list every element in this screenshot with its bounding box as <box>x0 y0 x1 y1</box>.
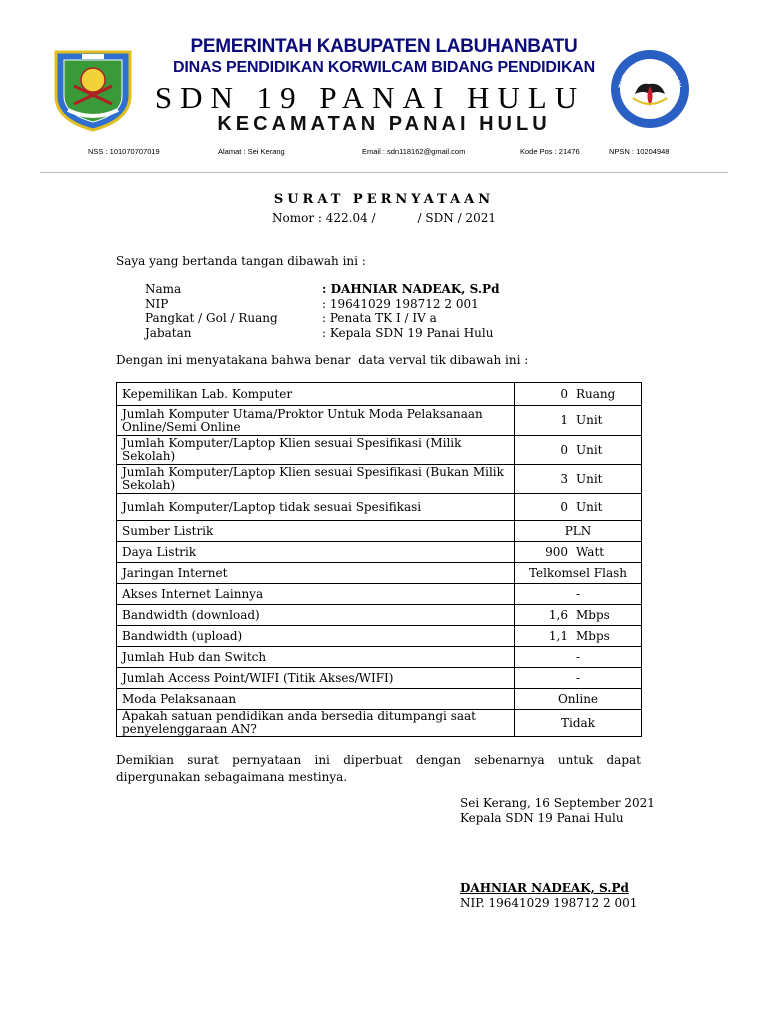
row-label: Jumlah Komputer/Laptop Klien sesuai Spesifikasi (Milik Sekolah) <box>117 436 515 465</box>
table-row <box>117 521 642 542</box>
intro-text: Saya yang bertanda tangan dibawah ini : <box>116 254 366 268</box>
identity-label-position: Jabatan <box>145 326 192 340</box>
meta-kode-pos: Kode Pos : 21476 <box>520 147 580 156</box>
row-value-unit: Unit <box>576 471 603 486</box>
table-row <box>117 542 642 563</box>
tut-wuri-handayani-logo-icon <box>609 48 691 130</box>
identity-value-name: : DAHNIAR NADEAK, S.Pd <box>322 282 500 296</box>
identity-value-nip: : 19641029 198712 2 001 <box>322 297 479 311</box>
row-label: Kepemilikan Lab. Komputer <box>117 383 515 406</box>
row-label: Moda Pelaksanaan <box>117 689 515 710</box>
row-label: Jumlah Komputer/Laptop tidak sesuai Spesifikasi <box>117 494 515 521</box>
row-label: Akses Internet Lainnya <box>117 584 515 605</box>
table-row <box>117 563 642 584</box>
row-value: - <box>515 647 642 668</box>
row-value <box>515 406 642 436</box>
identity-value-rank: : Penata TK I / IV a <box>322 311 437 325</box>
row-value <box>515 465 642 494</box>
row-value <box>515 626 642 647</box>
table-row <box>117 668 642 689</box>
statement-text: Dengan ini menyatakana bahwa benar data verval tik dibawah ini : <box>116 353 529 367</box>
table-row <box>117 436 642 465</box>
row-label: Jumlah Komputer/Laptop Klien sesuai Spesifikasi (Bukan Milik Sekolah) <box>117 465 515 494</box>
logo-arc-text: TUT WURI HANDAYANI <box>618 59 682 90</box>
identity-value-position: : Kepala SDN 19 Panai Hulu <box>322 326 494 340</box>
row-value: Tidak <box>515 710 642 737</box>
document-number: Nomor : 422.04 / / SDN / 2021 <box>272 211 496 225</box>
row-label: Bandwidth (download) <box>117 605 515 626</box>
row-value-unit: Mbps <box>576 607 610 622</box>
letterhead-department: DINAS PENDIDIKAN KORWILCAM BIDANG PENDIDIKAN <box>172 59 596 76</box>
row-value-unit: Watt <box>576 544 605 559</box>
row-value <box>515 542 642 563</box>
row-value-number: 3 <box>560 471 568 486</box>
signature-nip: NIP. 19641029 198712 2 001 <box>460 896 638 910</box>
letterhead-district: KECAMATAN PANAI HULU <box>217 113 551 135</box>
letterhead-government: PEMERINTAH KABUPATEN LABUHANBATU <box>190 36 578 57</box>
verval-data-table <box>116 382 642 737</box>
row-label: Jumlah Hub dan Switch <box>117 647 515 668</box>
identity-label-rank: Pangkat / Gol / Ruang <box>145 311 278 325</box>
document-title: SURAT PERNYATAAN <box>273 192 495 207</box>
table-row <box>117 406 642 436</box>
closing-text: Demikian surat pernyataan ini diperbuat dengan sebenarnya untuk dapat dipergunakan sebagaimana mestinya. <box>116 753 641 784</box>
row-value: - <box>515 668 642 689</box>
table-row <box>117 465 642 494</box>
row-value-number: 1,6 <box>548 607 568 622</box>
row-value: - <box>515 584 642 605</box>
signature-name: DAHNIAR NADEAK, S.Pd <box>460 881 629 895</box>
signature-position: Kepala SDN 19 Panai Hulu <box>460 811 624 825</box>
meta-nss: NSS : 101070707019 <box>88 147 160 156</box>
row-value-unit: Mbps <box>576 628 610 643</box>
row-value-number: 0 <box>560 499 568 514</box>
meta-npsn: NPSN : 10204948 <box>609 147 670 156</box>
row-value <box>515 436 642 465</box>
row-value <box>515 494 642 521</box>
meta-email: Email : sdn118162@gmail.com <box>362 147 466 156</box>
row-value <box>515 383 642 406</box>
table-row <box>117 689 642 710</box>
row-value-number: 1 <box>560 413 568 427</box>
row-value-number: 0 <box>560 386 568 401</box>
table-row <box>117 626 642 647</box>
row-value <box>515 605 642 626</box>
header-divider <box>40 172 728 173</box>
table-row <box>117 605 642 626</box>
labuhanbatu-emblem-icon <box>52 46 134 132</box>
row-label: Jaringan Internet <box>117 563 515 584</box>
row-value-number: 1,1 <box>548 628 568 643</box>
row-label: Daya Listrik <box>117 542 515 563</box>
row-value-unit: Ruang <box>576 386 616 401</box>
table-row <box>117 710 642 737</box>
signature-place-date: Sei Kerang, 16 September 2021 <box>460 796 655 810</box>
meta-alamat: Alamat : Sei Kerang <box>218 147 285 156</box>
row-value-unit: Unit <box>576 413 603 427</box>
row-value: Online <box>515 689 642 710</box>
row-label: Jumlah Access Point/WIFI (Titik Akses/WIFI) <box>117 668 515 689</box>
identity-label-nip: NIP <box>145 297 169 311</box>
row-label: Sumber Listrik <box>117 521 515 542</box>
row-value: PLN <box>515 521 642 542</box>
row-value-number: 0 <box>560 442 568 457</box>
row-value-unit: Unit <box>576 442 603 457</box>
row-value-number: 900 <box>545 544 568 559</box>
row-label: Bandwidth (upload) <box>117 626 515 647</box>
row-label: Jumlah Komputer Utama/Proktor Untuk Moda Pelaksanaan Online/Semi Online <box>117 406 515 436</box>
table-row <box>117 584 642 605</box>
table-row <box>117 494 642 521</box>
table-row <box>117 647 642 668</box>
row-value-unit: Unit <box>576 499 603 514</box>
row-label: Apakah satuan pendidikan anda bersedia ditumpangi saat penyelenggaraan AN? <box>117 710 515 737</box>
identity-label-name: Nama <box>145 282 182 296</box>
row-value: Telkomsel Flash <box>515 563 642 584</box>
table-row <box>117 383 642 406</box>
letterhead-school-name: SDN 19 PANAI HULU <box>154 80 586 115</box>
